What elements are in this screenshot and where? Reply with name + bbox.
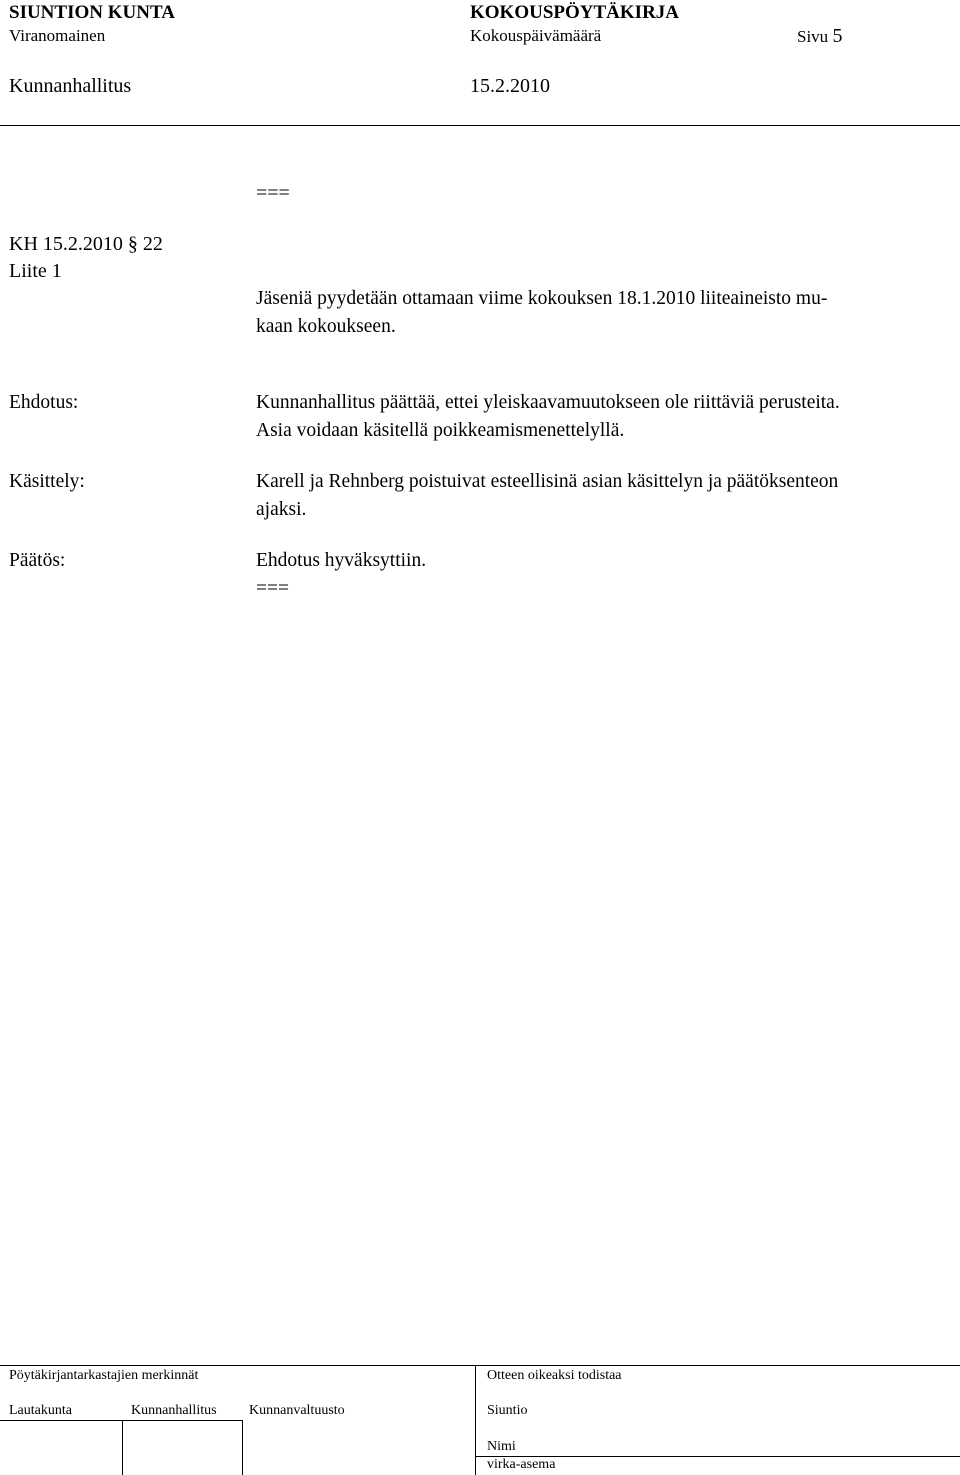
footer-col-kunnanhallitus: Kunnanhallitus — [131, 1403, 217, 1418]
intro-line-2: kaan kokoukseen. — [256, 316, 396, 337]
authority: Kunnanhallitus — [9, 75, 132, 97]
footer-left-divider-2 — [242, 1420, 243, 1475]
handling-line-2: ajaksi. — [256, 499, 307, 520]
separator-top: === — [256, 182, 290, 204]
footer-left-divider-1 — [122, 1420, 123, 1475]
footer-top-rule — [0, 1365, 960, 1366]
attachment-label: Liite 1 — [9, 260, 62, 282]
header-divider — [0, 125, 960, 126]
page-label: Sivu — [797, 27, 829, 46]
footer-position-label: virka-asema — [487, 1457, 556, 1472]
footer-col-kunnanvaltuusto: Kunnanvaltuusto — [249, 1403, 345, 1418]
footer-place: Siuntio — [487, 1403, 528, 1418]
meeting-date: 15.2.2010 — [470, 75, 550, 97]
decision-line: Ehdotus hyväksyttiin. — [256, 550, 427, 571]
handling-line-1: Karell ja Rehnberg poistuivat esteellisinä asian käsittelyn ja päätöksenteon — [256, 471, 839, 492]
certify-label: Otteen oikeaksi todistaa — [487, 1368, 622, 1383]
proposal-line-1: Kunnanhallitus päättää, ettei yleiskaavamuutokseen ole riittäviä perusteita. — [256, 392, 840, 413]
handling-label: Käsittely: — [9, 471, 85, 492]
decision-label: Päätös: — [9, 550, 66, 571]
authority-label: Viranomainen — [9, 26, 106, 45]
document-type: KOKOUSPÖYTÄKIRJA — [470, 2, 680, 23]
meeting-date-label: Kokouspäivämäärä — [470, 26, 602, 45]
reference-line: KH 15.2.2010 § 22 — [9, 233, 163, 255]
intro-line-1: Jäseniä pyydetään ottamaan viime kokouksen 18.1.2010 liiteaineisto mu- — [256, 288, 828, 309]
separator-bottom: === — [256, 578, 289, 599]
page-indicator — [797, 25, 842, 48]
proposal-label: Ehdotus: — [9, 392, 79, 413]
proposal-text — [256, 389, 840, 445]
proposal-line-2: Asia voidaan käsitellä poikkeamismenettelyllä. — [256, 420, 625, 441]
reviewers-label: Pöytäkirjantarkastajien merkinnät — [9, 1368, 199, 1383]
footer-center-divider — [475, 1365, 476, 1475]
page-number: 5 — [832, 25, 843, 47]
intro-paragraph — [256, 285, 827, 341]
handling-text — [256, 468, 838, 524]
footer-name-label: Nimi — [487, 1439, 516, 1454]
decision-text — [256, 547, 426, 603]
org-name: SIUNTION KUNTA — [9, 2, 175, 23]
footer-col-lautakunta: Lautakunta — [9, 1403, 72, 1418]
